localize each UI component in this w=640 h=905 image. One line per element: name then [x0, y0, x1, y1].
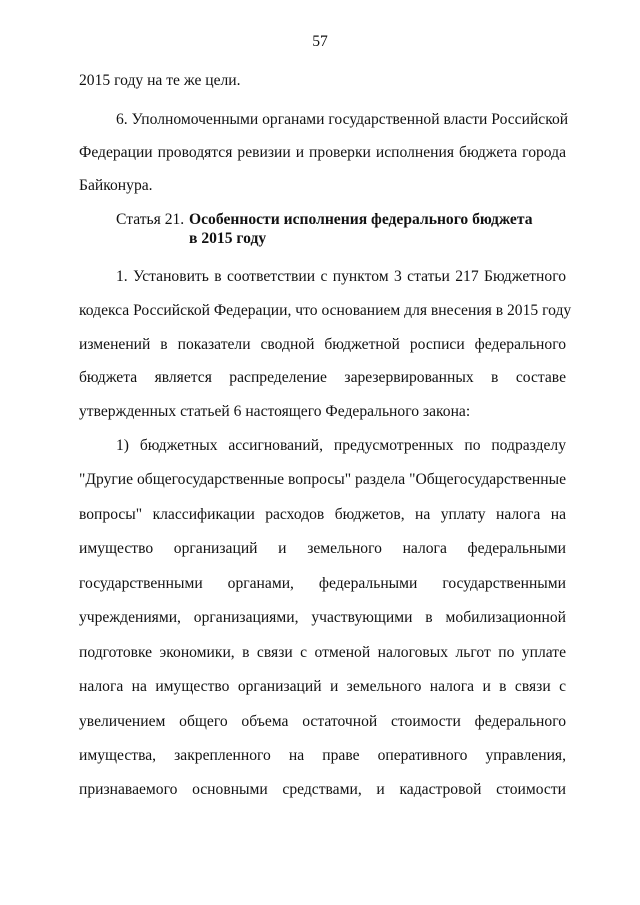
text-line: кодекса Российской Федерации, что основанием для внесения в 2015 году [79, 302, 572, 319]
text-line: увеличением общего объема остаточной стоимости федерального [79, 713, 566, 730]
text-line: подготовке экономики, в связи с отменой налоговых льгот по уплате [79, 644, 566, 661]
text-line: Федерации проводятся ревизии и проверки исполнения бюджета города [79, 144, 566, 161]
text-line: учреждениями, организациями, участвующими в мобилизационной [79, 609, 566, 626]
text-line: имущества, закрепленного на праве оперативного управления, [79, 747, 566, 764]
text-line: 6. Уполномоченными органами государственной власти Российской [116, 111, 569, 128]
text-line: бюджета является распределение зарезервированных в составе [79, 369, 566, 386]
text-line: 2015 году на те же цели. [79, 72, 241, 89]
article-title-line-1: Особенности исполнения федерального бюджета [189, 211, 533, 228]
text-line: Байконура. [79, 177, 153, 194]
text-line: вопросы" классификации расходов бюджетов, на уплату налога на [79, 506, 566, 523]
text-line: имущество организаций и земельного налога федеральными [79, 540, 566, 557]
text-line: государственными органами, федеральными государственными [79, 575, 566, 592]
text-line: 1. Установить в соответствии с пунктом 3 статьи 217 Бюджетного [116, 268, 566, 285]
text-line: признаваемого основными средствами, и кадастровой стоимости [79, 781, 566, 798]
text-line: 1) бюджетных ассигнований, предусмотренных по подразделу [116, 437, 566, 454]
article-label: Статья 21. [116, 211, 185, 228]
page-number: 57 [312, 33, 328, 50]
text-line: "Другие общегосударственные вопросы" раздела "Общегосударственные [79, 471, 566, 488]
text-line: утвержденных статьей 6 настоящего Федерального закона: [79, 403, 471, 420]
text-line: налога на имущество организаций и земельного налога и в связи с [79, 678, 566, 695]
article-title-line-2: в 2015 году [189, 230, 267, 247]
text-line: изменений в показатели сводной бюджетной росписи федерального [79, 336, 566, 353]
